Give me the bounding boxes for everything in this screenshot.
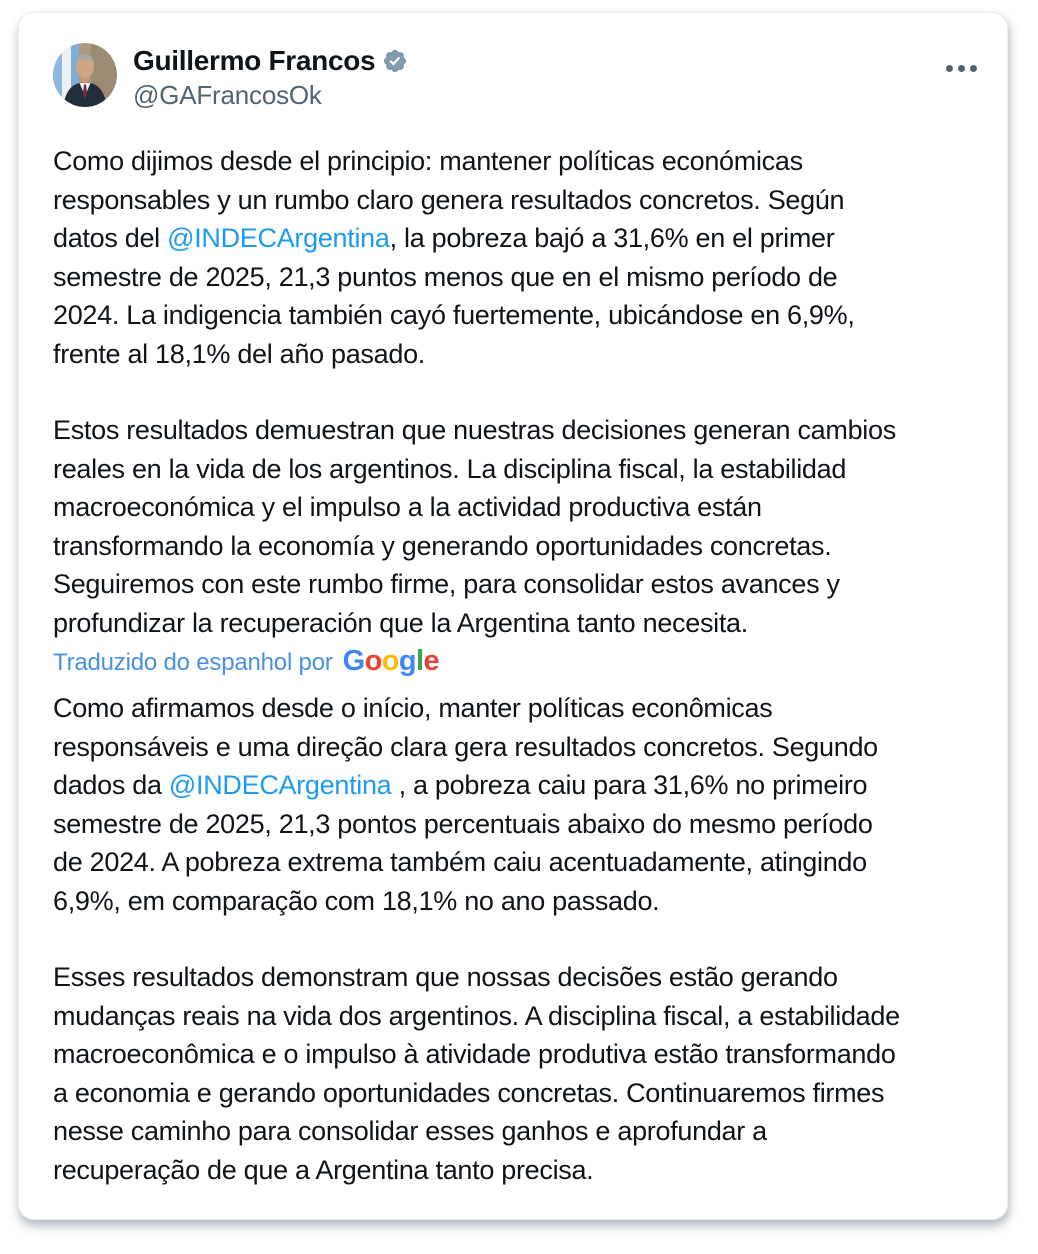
tweet-text-segment: datos del	[53, 223, 168, 253]
google-logo	[343, 645, 439, 678]
translated-from-row	[53, 645, 979, 680]
tweet-text-segment: Como dijimos desde el principio: mantener políticas económicas	[53, 146, 803, 176]
tweet-text-line	[53, 296, 979, 335]
tweet-text-pt	[53, 689, 979, 1189]
author-handle: @GAFrancosOk	[133, 80, 322, 110]
tweet-text-segment: a economia e gerando oportunidades concretas. Continuaremos firmes	[53, 1077, 885, 1108]
tweet-text-line	[53, 219, 979, 258]
more-options-icon	[941, 65, 977, 72]
tweet-text-line	[53, 181, 979, 220]
mention-link[interactable]: @INDECArgentina	[167, 223, 390, 253]
google-logo-letter: l	[415, 645, 424, 677]
tweet-paragraph	[53, 958, 979, 1189]
tweet-text-segment: , la pobreza bajó a 31,6% en el primer	[389, 223, 835, 253]
tweet-text-line	[53, 766, 979, 805]
tweet-text-segment: de 2024. A pobreza extrema também caiu acentuadamente, atingindo	[53, 847, 867, 877]
mention-link[interactable]: @INDECArgentina	[168, 770, 392, 800]
tweet-text-segment: dados da	[53, 770, 169, 800]
tweet-text-line	[53, 958, 979, 997]
verified-badge-icon	[382, 48, 408, 74]
google-logo-letter: o	[381, 645, 399, 677]
tweet-text-segment: nesse caminho para consolidar esses ganhos e aprofundar a	[53, 1116, 767, 1146]
tweet-text-line	[53, 258, 979, 297]
tweet-text-line	[53, 450, 979, 489]
tweet-card	[18, 12, 1008, 1220]
tweet-text-segment: semestre de 2025, 21,3 puntos menos que en el mismo período de	[53, 261, 838, 292]
tweet-text-segment: mudanças reais na vida dos argentinos. A disciplina fiscal, a estabilidade	[53, 1000, 900, 1031]
tweet-text-segment: macroeconómica y el impulso a la actividad productiva están	[53, 492, 762, 522]
tweet-text-line	[53, 843, 979, 882]
tweet-text-line	[53, 488, 979, 527]
tweet-text-line	[53, 1151, 979, 1190]
tweet-text-line	[53, 1074, 979, 1113]
more-options-button[interactable]	[937, 55, 977, 81]
tweet-text-segment: Como afirmamos desde o início, manter políticas econômicas	[53, 693, 773, 723]
tweet-text-segment: frente al 18,1% del año pasado.	[53, 338, 425, 369]
tweet-text-segment: transformando la economía y generando oportunidades concretas.	[53, 530, 832, 561]
tweet-text-segment: Estos resultados demuestran que nuestras decisiones generan cambios	[53, 415, 896, 445]
tweet-text-line	[53, 728, 979, 767]
tweet-text-segment: reales en la vida de los argentinos. La disciplina fiscal, la estabilidad	[53, 453, 847, 484]
google-logo-letter: e	[423, 645, 439, 677]
tweet-text-line	[53, 565, 979, 604]
tweet-text-segment: , a pobreza caiu para 31,6% no primeiro	[391, 770, 868, 800]
google-logo-letter: o	[364, 645, 382, 677]
tweet-text-segment: macroeconômica e o impulso à atividade produtiva estão transformando	[53, 1039, 896, 1069]
author-id-block	[133, 43, 408, 111]
google-logo-letter: g	[398, 645, 416, 677]
tweet-text-segment: semestre de 2025, 21,3 pontos percentuais abaixo do mesmo período	[53, 808, 873, 839]
tweet-text-es	[53, 142, 979, 642]
tweet-body	[53, 142, 979, 1189]
tweet-text-line	[53, 411, 979, 450]
tweet-header	[53, 43, 979, 111]
tweet-text-line	[53, 689, 979, 728]
tweet-text-line	[53, 997, 979, 1036]
tweet-text-segment: 2024. La indigencia también cayó fuertemente, ubicándose en 6,9%,	[53, 300, 855, 330]
google-logo-letter: G	[342, 645, 365, 677]
translated-from-label: Traduzido do espanhol por	[53, 649, 333, 676]
tweet-text-line	[53, 604, 979, 643]
tweet-text-line	[53, 335, 979, 374]
tweet-text-line	[53, 1112, 979, 1151]
tweet-text-segment: Esses resultados demonstram que nossas decisões estão gerando	[53, 962, 838, 992]
tweet-text-segment: responsáveis e uma direção clara gera resultados concretos. Segundo	[53, 731, 878, 762]
tweet-text-segment: profundizar la recuperación que la Argentina tanto necesita.	[53, 607, 748, 638]
tweet-paragraph	[53, 411, 979, 642]
tweet-text-line	[53, 527, 979, 566]
author-name[interactable]: Guillermo Francos	[133, 45, 376, 76]
avatar-image	[53, 43, 117, 107]
tweet-text-segment: 6,9%, em comparação com 18,1% no ano passado.	[53, 885, 660, 916]
tweet-text-line	[53, 1035, 979, 1074]
tweet-paragraph	[53, 689, 979, 920]
avatar[interactable]	[53, 43, 117, 107]
tweet-text-segment: responsables y un rumbo claro genera resultados concretos. Según	[53, 184, 845, 215]
tweet-paragraph	[53, 142, 979, 373]
tweet-text-line	[53, 142, 979, 181]
tweet-text-segment: Seguiremos con este rumbo firme, para consolidar estos avances y	[53, 569, 840, 599]
tweet-text-line	[53, 882, 979, 921]
tweet-text-segment: recuperação de que a Argentina tanto precisa.	[53, 1154, 594, 1185]
tweet-text-line	[53, 805, 979, 844]
